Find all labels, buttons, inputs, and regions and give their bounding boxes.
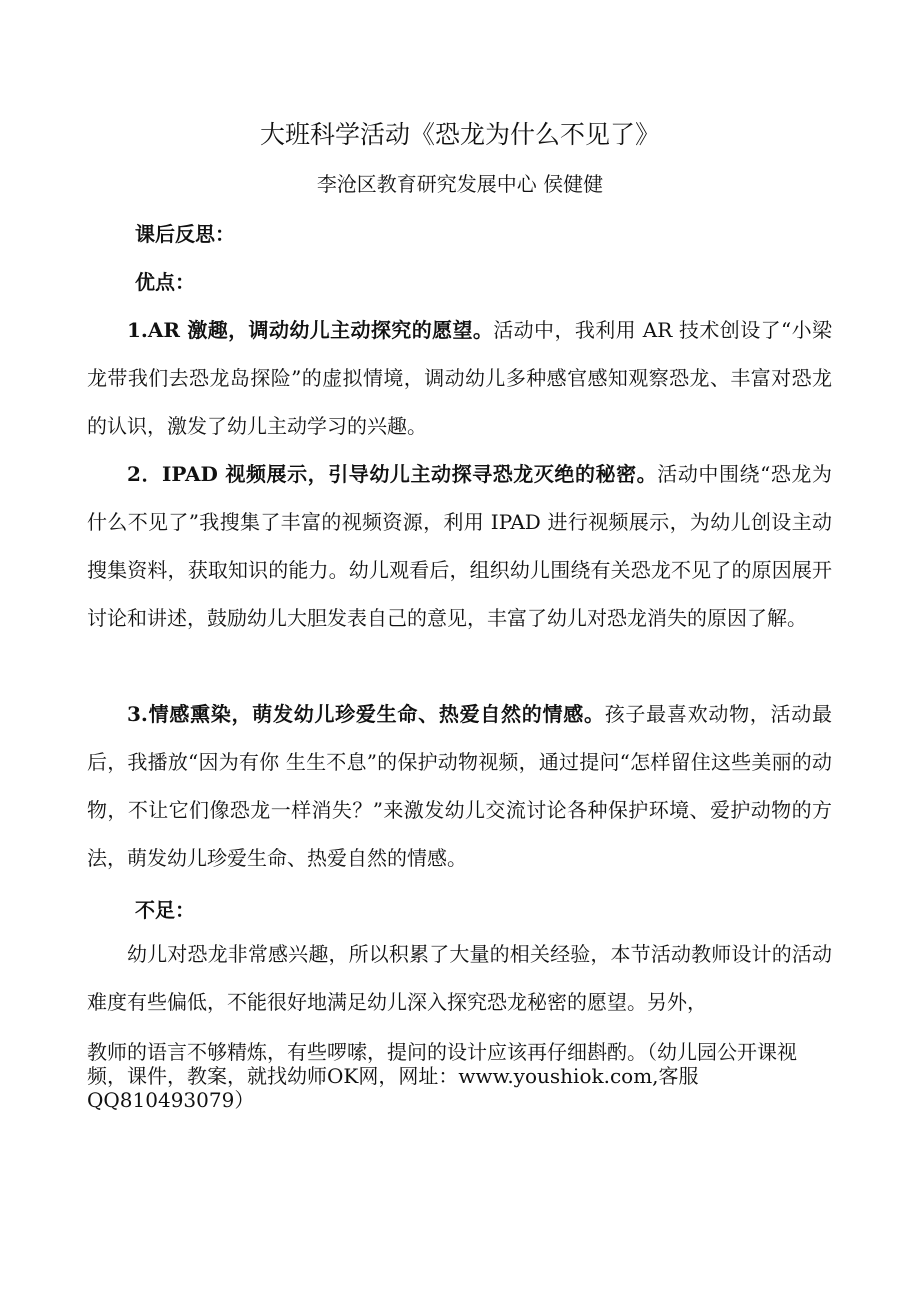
point-lead-3: 3.情感熏染，萌发幼儿珍爱生命、热爱自然的情感。: [127, 702, 605, 726]
weakness-tail-text: 教师的语言不够精炼，有些啰嗦，提问的设计应该再仔细斟酌。（幼儿园公开课视频，课件，教案，就找幼师OK网，网址：www.youshiok.com,客服QQ810493079）: [87, 1040, 797, 1112]
section-heading-reflection: 课后反思：: [135, 222, 235, 246]
section-heading-strengths: 优点：: [135, 270, 195, 294]
point-paragraph-2: [87, 450, 832, 642]
section-heading-weakness: 不足：: [135, 898, 195, 922]
document-author: 李沧区教育研究发展中心 侯健健: [316, 172, 604, 196]
point-body-3: 孩子最喜欢动物，活动最后，我播放“因为有你 生生不息”的保护动物视频，通过提问“怎样留住这些美丽的动物，不让它们像恐龙一样消失？”来激发幼儿交流讨论各种保护环境、爱护动物的方法，萌发幼儿珍爱生命、热爱自然的情感。: [87, 702, 832, 870]
point-body-2: 活动中围绕“恐龙为什么不见了”我搜集了丰富的视频资源，利用 IPAD 进行视频展示，为幼儿创设主动搜集资料，获取知识的能力。幼儿观看后，组织幼儿围绕有关恐龙不见了的原因展开讨论和讲述，鼓励幼儿大胆发表自己的意见，丰富了幼儿对恐龙消失的原因了解。: [87, 462, 832, 630]
point-paragraph-1: [87, 306, 832, 450]
point-lead-1: 1.AR 激趣，调动幼儿主动探究的愿望。: [127, 318, 494, 342]
point-lead-2: 2．IPAD 视频展示，引导幼儿主动探寻恐龙灭绝的秘密。: [127, 462, 658, 486]
point-body-1: 活动中，我利用 AR 技术创设了“小梁龙带我们去恐龙岛探险”的虚拟情境，调动幼儿多种感官感知观察恐龙、丰富对恐龙的认识，激发了幼儿主动学习的兴趣。: [87, 318, 832, 438]
weakness-paragraph: 幼儿对恐龙非常感兴趣，所以积累了大量的相关经验，本节活动教师设计的活动难度有些偏低，不能很好地满足幼儿深入探究恐龙秘密的愿望。另外，: [87, 942, 832, 1014]
point-paragraph-3: [87, 690, 832, 882]
document-title: 大班科学活动《恐龙为什么不见了》: [259, 120, 660, 149]
